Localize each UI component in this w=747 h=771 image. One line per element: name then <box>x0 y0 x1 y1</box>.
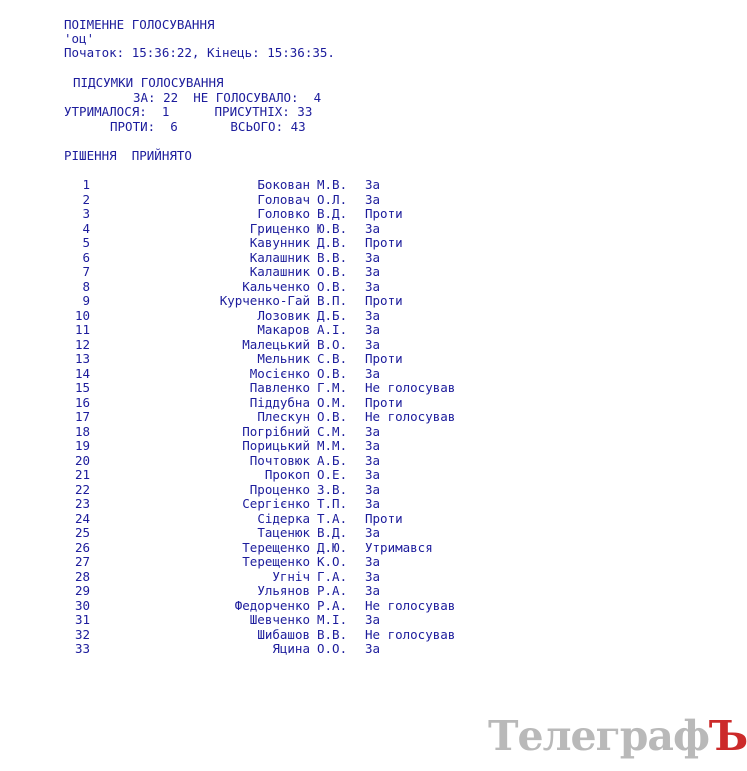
vote-number: 32 <box>74 626 90 642</box>
vote-choice: За <box>365 525 381 540</box>
deputy-initials: В.В. <box>317 249 348 265</box>
deputy-surname: Таценюк <box>257 525 310 540</box>
vote-number: 25 <box>74 525 90 540</box>
vote-number: 21 <box>74 467 90 482</box>
deputy-initials: О.Е. <box>317 467 348 482</box>
deputy-initials: Р.А. <box>317 583 348 598</box>
vote-number: 10 <box>74 307 90 323</box>
deputy-surname: Піддубна <box>249 394 310 410</box>
watermark-accent: Ъ <box>708 712 747 760</box>
deputy-initials: К.О. <box>317 554 348 569</box>
vote-number: 7 <box>82 264 90 279</box>
vote-number: 28 <box>74 568 90 584</box>
vote-choice: За <box>365 641 381 656</box>
vote-choice: За <box>365 438 381 453</box>
deputy-initials: О.В. <box>317 278 348 294</box>
deputy-initials: В.Д. <box>317 525 348 540</box>
vote-number: 26 <box>74 539 90 555</box>
document-title: ПОІМЕННЕ ГОЛОСУВАННЯ <box>64 17 215 32</box>
vote-choice: Не голосував <box>365 597 456 613</box>
deputy-surname: Шибашов <box>257 626 310 642</box>
deputy-surname: Плескун <box>257 409 310 424</box>
deputy-surname: Порицький <box>242 438 310 453</box>
summary-heading: ПІДСУМКИ ГОЛОСУВАННЯ <box>73 75 224 90</box>
vote-choice: За <box>365 583 381 598</box>
deputy-initials: В.П. <box>317 293 348 308</box>
vote-number: 16 <box>74 394 90 410</box>
deputy-initials: О.М. <box>317 394 348 410</box>
deputy-initials: М.І. <box>317 612 348 627</box>
deputy-surname: Ульянов <box>257 583 310 598</box>
telegraf-watermark-logo <box>488 712 747 760</box>
vote-number: 31 <box>74 612 90 627</box>
vote-choice: Не голосував <box>365 626 456 642</box>
vote-number: 20 <box>74 452 90 468</box>
deputy-surname: Терещенко <box>242 539 310 555</box>
deputy-initials: Т.П. <box>317 496 348 511</box>
deputy-initials: З.В. <box>317 481 348 497</box>
deputy-surname: Погрібний <box>242 423 310 439</box>
vote-choice: За <box>365 496 381 511</box>
vote-choice: За <box>365 278 381 294</box>
deputy-initials: О.В. <box>317 365 348 381</box>
vote-choice: За <box>365 336 381 352</box>
vote-choice: Не голосував <box>365 409 456 424</box>
deputy-initials: В.В. <box>317 626 348 642</box>
vote-number: 5 <box>82 235 90 250</box>
deputy-surname: Лозовик <box>257 307 310 323</box>
vote-number: 9 <box>82 293 90 308</box>
deputy-surname: Головко <box>257 206 310 221</box>
vote-time-range: Початок: 15:36:22, Кінець: 15:36:35. <box>64 45 335 60</box>
deputy-initials: С.В. <box>317 351 348 366</box>
vote-number: 8 <box>82 278 90 294</box>
vote-choice: За <box>365 264 381 279</box>
vote-choice: Проти <box>365 293 403 308</box>
vote-number: 19 <box>74 438 90 453</box>
vote-number: 1 <box>82 177 90 192</box>
vote-number: 24 <box>74 510 90 526</box>
vote-choice: Не голосував <box>365 380 456 395</box>
deputy-surname: Мосієнко <box>249 365 310 381</box>
deputy-surname: Гриценко <box>249 220 310 236</box>
vote-number: 22 <box>74 481 90 497</box>
vote-choice: Утримався <box>365 539 433 555</box>
summary-line-against: ПРОТИ: 6 ВСЬОГО: 43 <box>110 119 306 134</box>
vote-number: 33 <box>74 641 90 656</box>
vote-number: 27 <box>74 554 90 569</box>
vote-choice: За <box>365 568 381 584</box>
deputy-initials: Т.А. <box>317 510 348 526</box>
vote-number: 13 <box>74 351 90 366</box>
vote-choice: За <box>365 481 381 497</box>
vote-choice: За <box>365 249 381 265</box>
deputy-initials: А.Б. <box>317 452 348 468</box>
vote-choice: За <box>365 177 381 192</box>
deputy-initials: Ю.В. <box>317 220 348 236</box>
vote-choice: За <box>365 612 381 627</box>
vote-number: 2 <box>82 191 90 207</box>
deputy-surname: Федорченко <box>234 597 310 613</box>
deputy-surname: Яцина <box>272 641 310 656</box>
deputy-initials: О.Л. <box>317 191 348 207</box>
vote-choice: За <box>365 307 381 323</box>
deputy-surname: Терещенко <box>242 554 310 569</box>
summary-line-abstained: УТРИМАЛОСЯ: 1 ПРИСУТНІХ: 33 <box>64 104 313 119</box>
deputy-initials: М.М. <box>317 438 348 453</box>
deputy-initials: С.М. <box>317 423 348 439</box>
vote-number: 11 <box>74 322 90 337</box>
vote-number: 15 <box>74 380 90 395</box>
deputy-surname: Сідерка <box>257 510 310 526</box>
vote-number: 30 <box>74 597 90 613</box>
vote-choice: Проти <box>365 351 403 366</box>
vote-number: 3 <box>82 206 90 221</box>
deputy-initials: Г.А. <box>317 568 348 584</box>
vote-subject: 'оц' <box>64 31 95 46</box>
vote-choice: Проти <box>365 394 403 410</box>
deputy-surname: Бокован <box>257 177 310 192</box>
vote-choice: Проти <box>365 235 403 250</box>
deputy-surname: Шевченко <box>249 612 310 627</box>
vote-choice: За <box>365 191 381 207</box>
deputy-surname: Кальченко <box>242 278 310 294</box>
deputy-initials: О.О. <box>317 641 348 656</box>
deputy-initials: О.В. <box>317 264 348 279</box>
decision-status: РІШЕННЯ ПРИЙНЯТО <box>64 148 192 163</box>
watermark-text: Телеграф <box>488 712 709 760</box>
vote-choice: Проти <box>365 206 403 221</box>
deputy-surname: Калашник <box>249 264 310 279</box>
deputy-surname: Головач <box>257 191 310 207</box>
vote-number: 12 <box>74 336 90 352</box>
deputy-initials: В.Д. <box>317 206 348 221</box>
deputy-surname: Мельник <box>257 351 310 366</box>
vote-choice: Проти <box>365 510 403 526</box>
deputy-initials: М.В. <box>317 177 348 192</box>
vote-choice: За <box>365 452 381 468</box>
deputy-initials: В.О. <box>317 336 348 352</box>
deputy-surname: Малецький <box>242 336 310 352</box>
deputy-surname: Павленко <box>249 380 310 395</box>
vote-number: 14 <box>74 365 90 381</box>
summary-line-for: ЗА: 22 НЕ ГОЛОСУВАЛО: 4 <box>133 90 322 105</box>
vote-number: 23 <box>74 496 90 511</box>
vote-number: 29 <box>74 583 90 598</box>
deputy-initials: Р.А. <box>317 597 348 613</box>
deputy-surname: Почтовюк <box>249 452 310 468</box>
vote-number: 18 <box>74 423 90 439</box>
deputy-surname: Кавунник <box>249 235 310 250</box>
deputy-surname: Калашник <box>249 249 310 265</box>
vote-choice: За <box>365 423 381 439</box>
deputy-surname: Угніч <box>272 568 310 584</box>
deputy-surname: Сергієнко <box>242 496 310 511</box>
vote-choice: За <box>365 467 381 482</box>
deputy-initials: Д.Ю. <box>317 539 348 555</box>
vote-number: 6 <box>82 249 90 265</box>
vote-number: 17 <box>74 409 90 424</box>
vote-choice: За <box>365 365 381 381</box>
deputy-surname: Прокоп <box>264 467 310 482</box>
deputy-initials: Г.М. <box>317 380 348 395</box>
deputy-surname: Макаров <box>257 322 310 337</box>
vote-number: 4 <box>82 220 90 236</box>
deputy-initials: Д.Б. <box>317 307 348 323</box>
vote-choice: За <box>365 322 381 337</box>
deputy-initials: О.В. <box>317 409 348 424</box>
deputy-surname: Курченко-Гай <box>219 293 310 308</box>
deputy-initials: Д.В. <box>317 235 348 250</box>
vote-choice: За <box>365 220 381 236</box>
deputy-initials: А.І. <box>317 322 348 337</box>
vote-choice: За <box>365 554 381 569</box>
deputy-surname: Проценко <box>249 481 310 497</box>
